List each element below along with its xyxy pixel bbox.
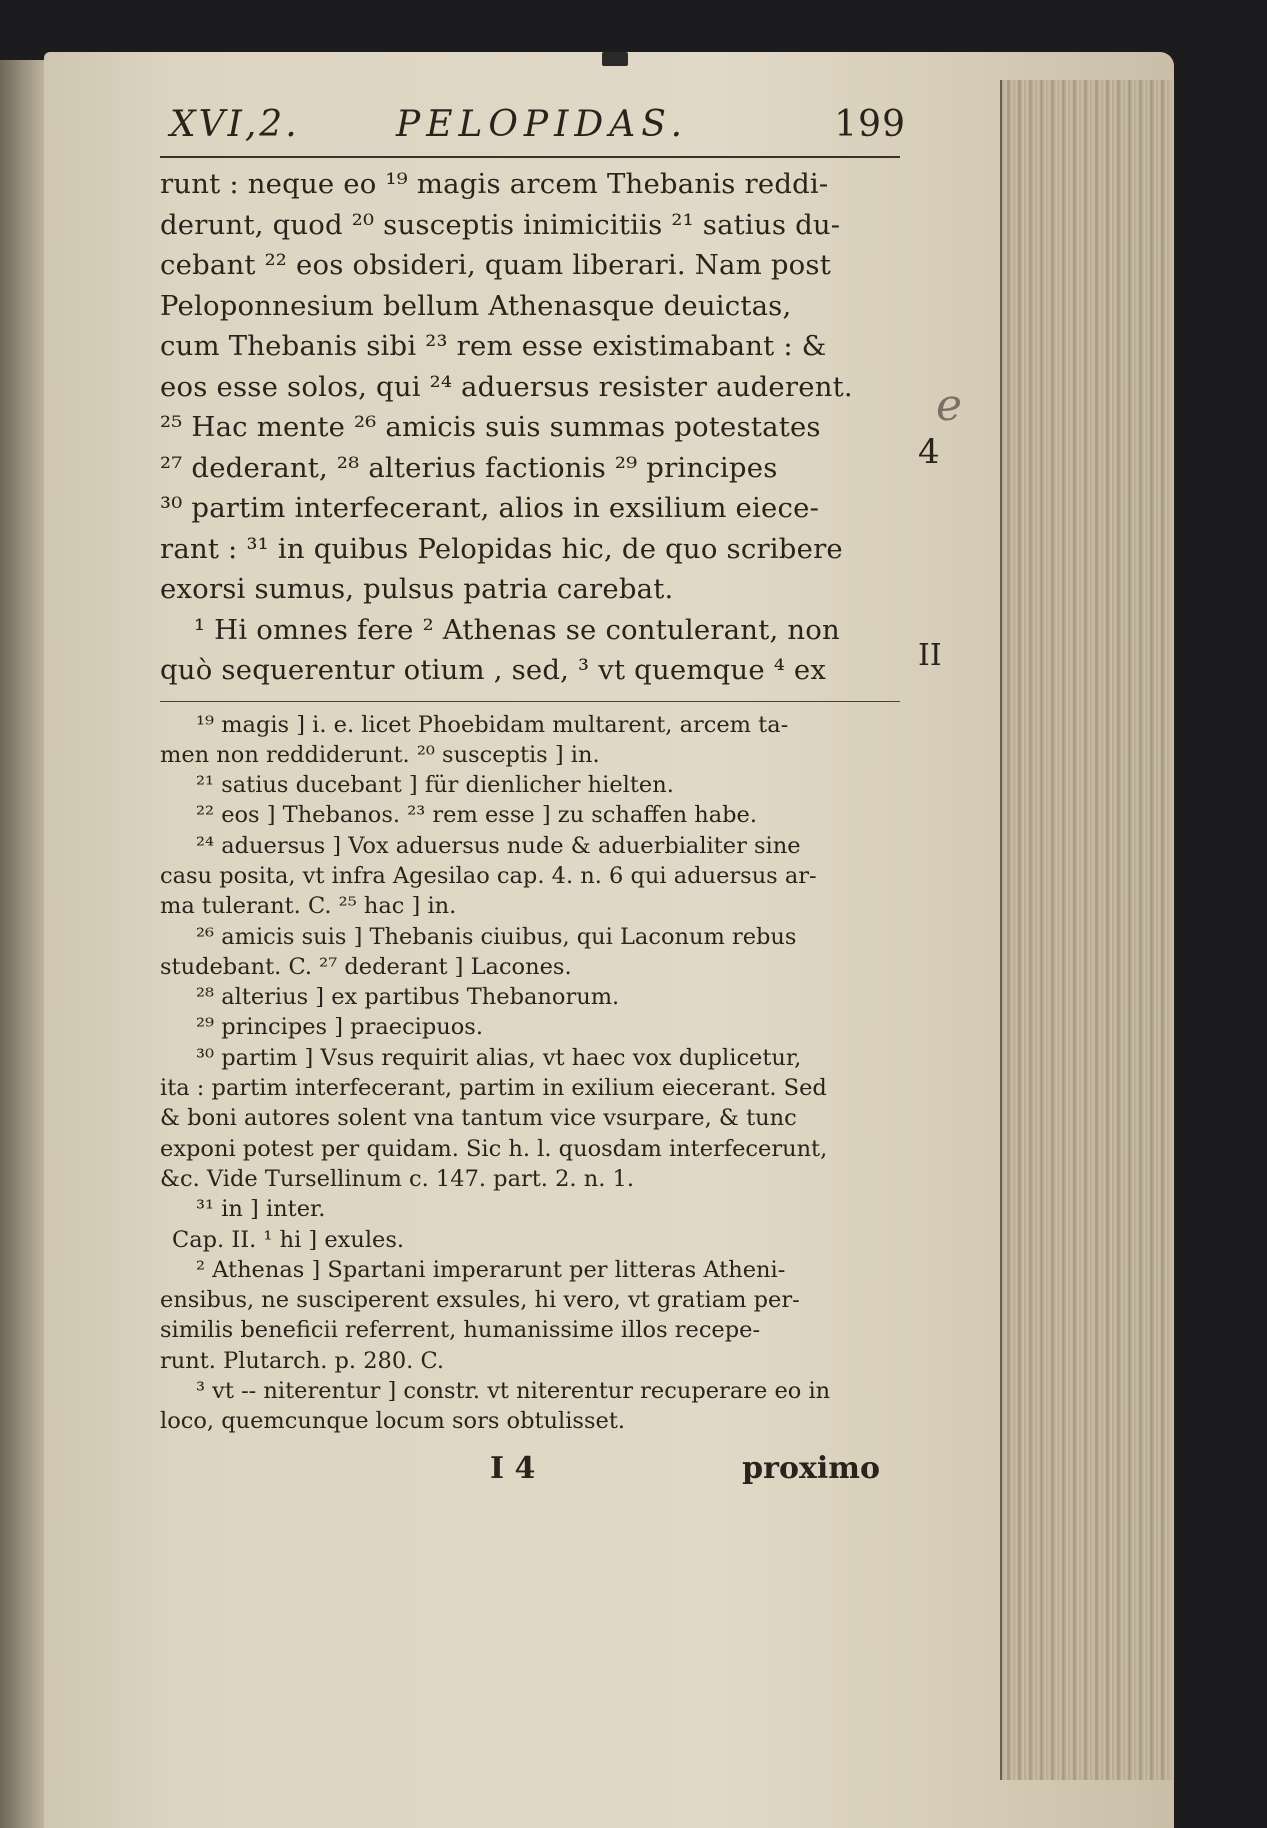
handwritten-annotation: e [936, 380, 963, 431]
footnote-line: ²⁹ principes ] praecipuos. [196, 1014, 484, 1041]
footnote-line: exponi potest per quidam. Sic h. l. quosdam interfecerunt, [160, 1135, 828, 1162]
footnote-line: ²¹ satius ducebant ] für dienlicher hielten. [196, 772, 674, 799]
margin-section-number: 4 [918, 432, 940, 472]
text-line: eos esse solos, qui ²⁴ aduersus resister auderent. [160, 370, 853, 403]
footnote-rule [160, 701, 900, 702]
main-text [160, 164, 900, 691]
catchword: proximo [742, 1450, 880, 1486]
footnote-line: loco, quemcunque locum sors obtulisset. [160, 1408, 626, 1435]
page-number: 199 [834, 104, 906, 145]
page-edges-stack [1000, 80, 1172, 1780]
footnote-line: men non reddiderunt. ²⁰ susceptis ] in. [160, 741, 600, 768]
text-line: derunt, quod ²⁰ susceptis inimicitiis ²¹ satius du- [160, 208, 841, 241]
footnote-line: ²⁴ aduersus ] Vox aduersus nude & aduerbialiter sine [196, 832, 801, 859]
text-line: ³⁰ partim interfecerant, alios in exsilium eiece- [160, 492, 820, 524]
footnote-line: Cap. II. ¹ hi ] exules. [172, 1226, 405, 1253]
footnote-line: &c. Vide Tursellinum c. 147. part. 2. n. 1. [160, 1165, 634, 1192]
footnote-line: casu posita, vt infra Agesilao cap. 4. n. 6 qui aduersus ar- [160, 862, 817, 889]
footnote-line: ma tulerant. C. ²⁵ hac ] in. [160, 893, 457, 920]
text-line: exorsi sumus, pulsus patria carebat. [160, 573, 674, 605]
binding-mark [602, 52, 628, 66]
text-line: ²⁷ dederant, ²⁸ alterius factionis ²⁹ principes [160, 451, 778, 484]
text-line: ¹ Hi omnes fere ² Athenas se contulerant, non [194, 613, 840, 646]
footnote-line: ³ vt -- niterentur ] constr. vt niterentur recuperare eo in [196, 1378, 831, 1405]
text-line: quò sequerentur otium , sed, ³ vt quemque ⁴ ex [160, 654, 827, 686]
head-rule [160, 156, 900, 158]
footnote-line: ² Athenas ] Spartani imperarunt per litteras Atheni- [196, 1256, 786, 1283]
text-line: cebant ²² eos obsideri, quam liberari. Nam post [160, 249, 831, 281]
running-head-title: PELOPIDAS. [396, 104, 689, 145]
footnote-line: ²⁸ alterius ] ex partibus Thebanorum. [196, 984, 620, 1011]
footnotes [160, 710, 900, 1437]
text-line: runt : neque eo ¹⁹ magis arcem Thebanis reddi- [160, 168, 829, 200]
text-line: Peloponnesium bellum Athenasque deuictas, [160, 289, 792, 322]
text-line: cum Thebanis sibi ²³ rem esse existimabant : & [160, 330, 827, 362]
footnote-line: ³⁰ partim ] Vsus requirit alias, vt haec vox duplicetur, [196, 1044, 802, 1071]
footnote-line: runt. Plutarch. p. 280. C. [160, 1347, 445, 1374]
signature-mark: I 4 [490, 1450, 536, 1486]
footnote-line: ensibus, ne susciperent exsules, hi vero, vt gratiam per- [160, 1287, 800, 1314]
footnote-line: ¹⁹ magis ] i. e. licet Phoebidam multarent, arcem ta- [196, 711, 789, 738]
running-head [160, 100, 906, 152]
footnote-line: ³¹ in ] inter. [196, 1196, 326, 1223]
catch-line [160, 1451, 900, 1495]
text-line: ²⁵ Hac mente ²⁶ amicis suis summas potestates [160, 411, 821, 443]
margin-chapter-number: II [918, 638, 942, 673]
footnote-line: & boni autores solent vna tantum vice vsurpare, & tunc [160, 1105, 797, 1132]
page-text [160, 100, 906, 1495]
footnote-line: ²² eos ] Thebanos. ²³ rem esse ] zu schaffen habe. [196, 802, 758, 829]
footnote-line: ita : partim interfecerant, partim in exilium eiecerant. Sed [160, 1075, 827, 1102]
footnote-line: ²⁶ amicis suis ] Thebanis ciuibus, qui Laconum rebus [196, 923, 797, 950]
text-line: rant : ³¹ in quibus Pelopidas hic, de quo scribere [160, 532, 843, 565]
footnote-line: studebant. C. ²⁷ dederant ] Lacones. [160, 953, 572, 980]
running-head-section: XVI,2. [170, 104, 300, 145]
footnote-line: similis beneficii referrent, humanissime illos recepe- [160, 1317, 761, 1344]
